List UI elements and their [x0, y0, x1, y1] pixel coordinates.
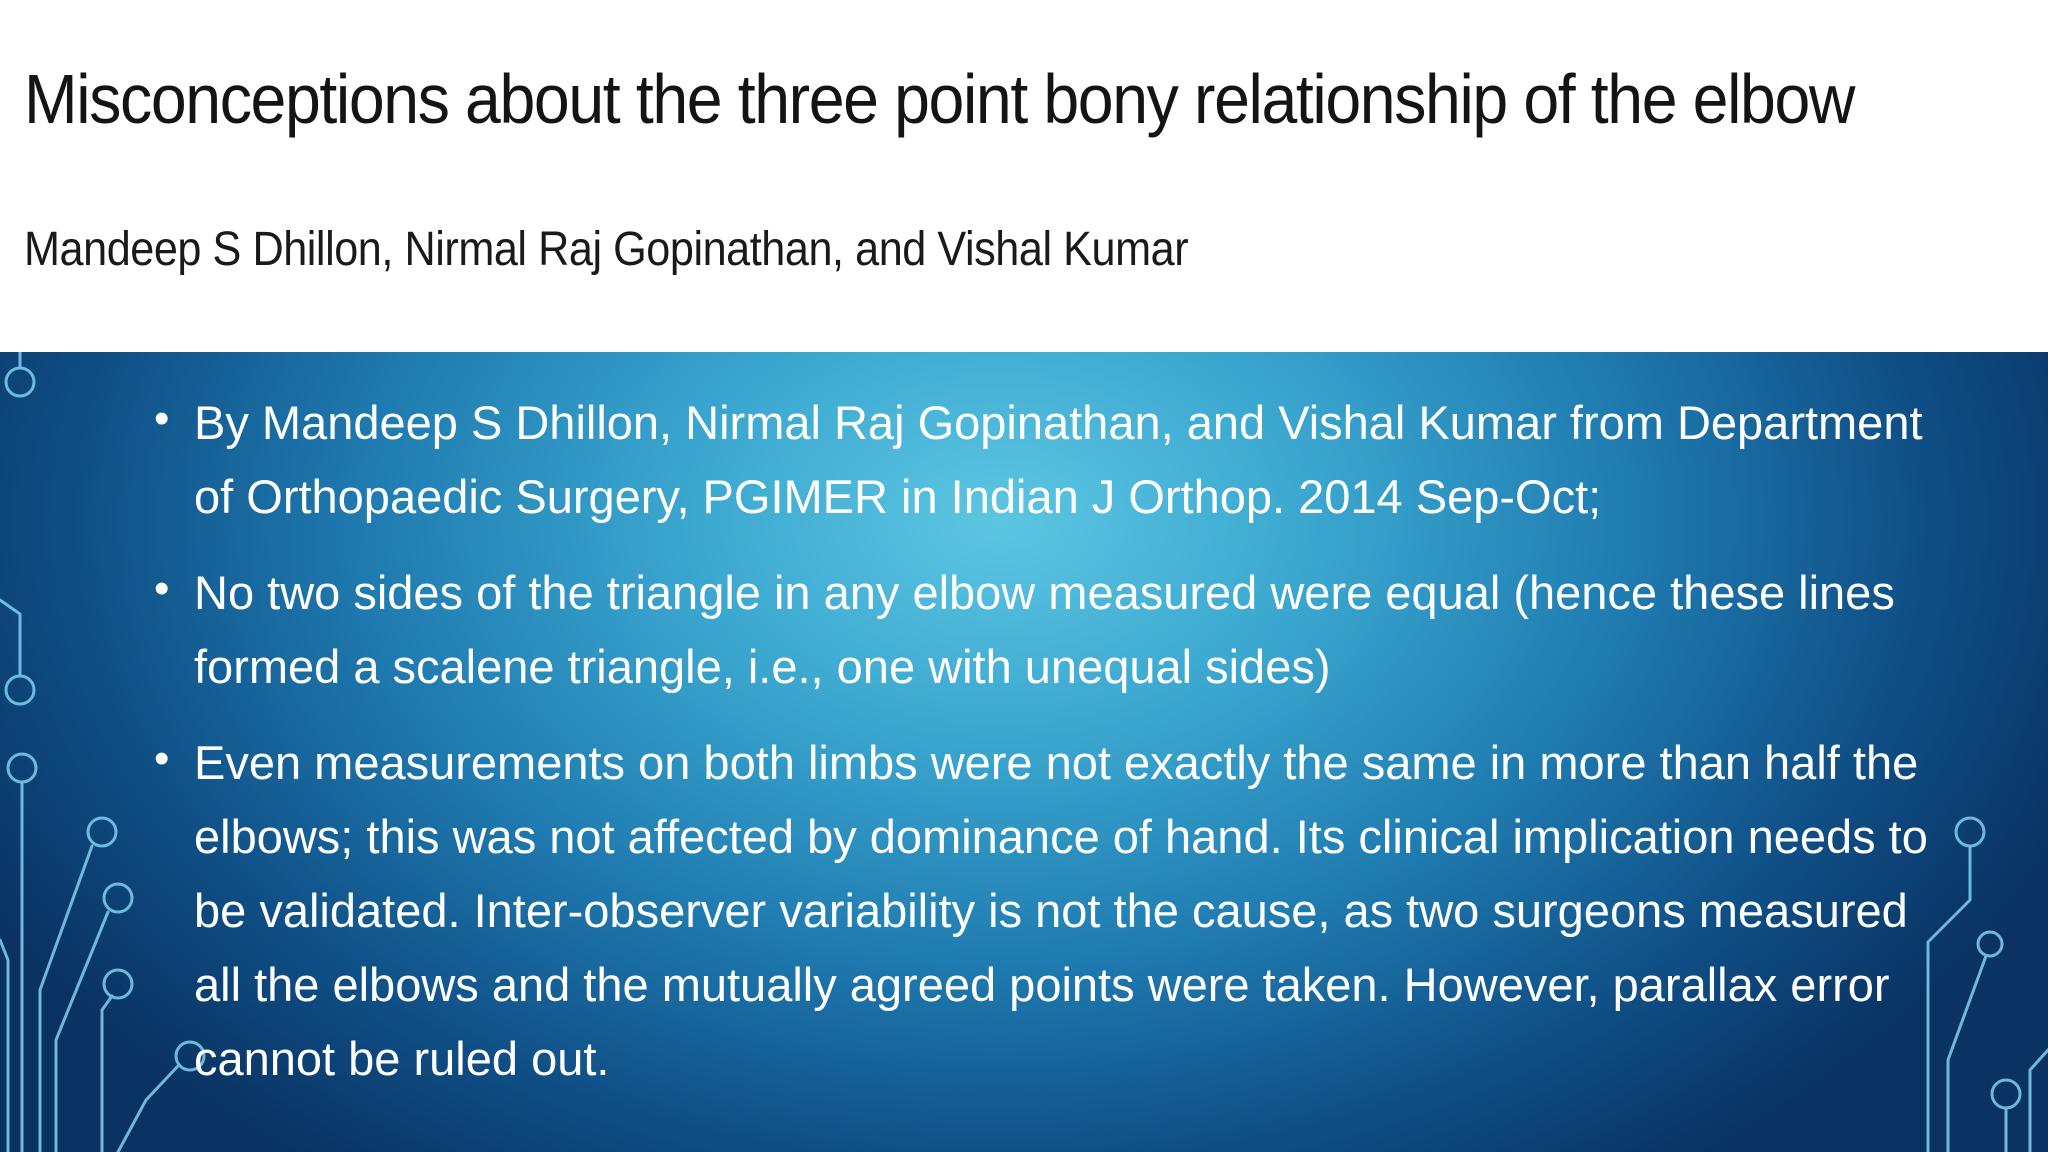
- article-header-image: [0, 0, 2048, 352]
- bullet-item: • By Mandeep S Dhillon, Nirmal Raj Gopinathan, and Vishal Kumar from Department of Orthopaedic Surgery, PGIMER in Indian J Orthop. 2014 Sep-Oct;: [154, 386, 1954, 534]
- article-authors: Mandeep S Dhillon, Nirmal Raj Gopinathan, and Vishal Kumar: [24, 223, 1189, 276]
- bullet-item: • Even measurements on both limbs were not exactly the same in more than half the elbows; this was not affected by dominance of hand. Its clinical implication needs to be validated. Inter-observer variability is not the cause, as two surgeons measured all the elbows and the mutually agreed points were taken. However, parallax error cannot be ruled out.: [154, 726, 1954, 1096]
- bullet-list: [154, 386, 1954, 1118]
- article-title: Misconceptions about the three point bony relationship of the elbow: [24, 60, 1855, 138]
- bullet-item: • No two sides of the triangle in any elbow measured were equal (hence these lines formed a scalene triangle, i.e., one with unequal sides): [154, 556, 1954, 704]
